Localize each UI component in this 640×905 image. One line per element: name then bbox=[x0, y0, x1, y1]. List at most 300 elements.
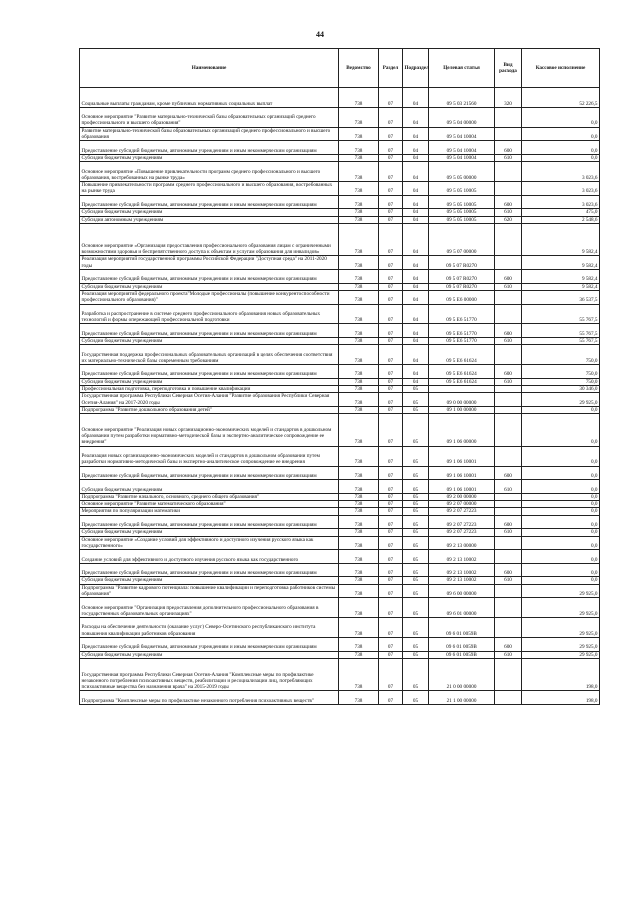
table-row bbox=[80, 154, 600, 161]
cell-target-article: 09 5 E6 00000 bbox=[429, 290, 495, 304]
cell-target-article: 09 5 E6 51770 bbox=[429, 338, 495, 345]
table-row bbox=[80, 577, 600, 584]
cell-section: 07 bbox=[379, 195, 403, 209]
budget-table bbox=[79, 48, 600, 705]
cell-target-article: 09 5 05 10005 bbox=[429, 195, 495, 209]
cell-expense-kind bbox=[495, 290, 522, 304]
cell-section: 07 bbox=[379, 365, 403, 379]
cell-section: 07 bbox=[379, 446, 403, 466]
cell-target-article: 09 0 00 00000 bbox=[429, 393, 495, 407]
cell-name: Социальные выплаты гражданам, кроме публичных нормативных социальных выплат bbox=[80, 88, 339, 108]
cell-name: Подпрограмма "Развитие начального, основного, среднего общего образования" bbox=[80, 493, 339, 500]
cell-department: 738 bbox=[339, 195, 379, 209]
cell-name: Основное мероприятие «Организация предоставления профессионального образования лицам с ограниченными возможностями здоровья и беспрепятственного доступа к объектам и услугам образования для инвалидов» bbox=[80, 223, 339, 256]
cell-target-article: 09 2 07 27223 bbox=[429, 508, 495, 515]
cell-section: 07 bbox=[379, 515, 403, 529]
cell-amount: 0,0 bbox=[522, 550, 600, 564]
cell-target-article: 09 1 06 10001 bbox=[429, 466, 495, 480]
cell-expense-kind: 600 bbox=[495, 365, 522, 379]
header-target-article: Целевая статья bbox=[429, 49, 495, 88]
cell-department: 738 bbox=[339, 386, 379, 393]
cell-department: 738 bbox=[339, 550, 379, 564]
cell-subsection: 04 bbox=[403, 141, 429, 155]
cell-department: 738 bbox=[339, 618, 379, 638]
cell-expense-kind bbox=[495, 536, 522, 550]
cell-department: 738 bbox=[339, 270, 379, 284]
cell-expense-kind bbox=[495, 256, 522, 270]
cell-target-article: 09 5 05 10005 bbox=[429, 209, 495, 216]
cell-department: 738 bbox=[339, 182, 379, 196]
table-row bbox=[80, 691, 600, 705]
cell-section: 07 bbox=[379, 338, 403, 345]
header-subsection: Подраздел bbox=[403, 49, 429, 88]
cell-name: Субсидии автономным учреждениям bbox=[80, 216, 339, 223]
cell-expense-kind: 600 bbox=[495, 563, 522, 577]
cell-subsection: 05 bbox=[403, 480, 429, 494]
cell-section: 07 bbox=[379, 651, 403, 658]
cell-department: 738 bbox=[339, 493, 379, 500]
cell-name: Предоставление субсидий бюджетным, автономным учреждениям и иным некоммерческим организациям bbox=[80, 365, 339, 379]
cell-department: 738 bbox=[339, 651, 379, 658]
cell-amount: 0,0 bbox=[522, 493, 600, 500]
cell-section: 07 bbox=[379, 88, 403, 108]
cell-section: 07 bbox=[379, 480, 403, 494]
cell-amount: 0,0 bbox=[522, 536, 600, 550]
cell-expense-kind: 610 bbox=[495, 154, 522, 161]
cell-expense-kind: 610 bbox=[495, 529, 522, 536]
cell-name: Государственная программа Республики Северная Осетия-Алания "Комплексные меры по профилактике незаконного потребления психоактивных веществ, реабилитации и ресоциализации лиц, потребляющих психоактивные вещества без назначения врача" на 2015-2019 годы bbox=[80, 658, 339, 691]
header-row bbox=[80, 49, 600, 88]
cell-subsection: 05 bbox=[403, 446, 429, 466]
cell-section: 07 bbox=[379, 182, 403, 196]
cell-section: 07 bbox=[379, 270, 403, 284]
cell-target-article: 09 5 07 R0270 bbox=[429, 270, 495, 284]
cell-expense-kind: 600 bbox=[495, 515, 522, 529]
cell-amount: 0,0 bbox=[522, 466, 600, 480]
cell-name: Субсидии бюджетным учреждениям bbox=[80, 480, 339, 494]
cell-target-article: 09 6 01 0059B bbox=[429, 638, 495, 652]
cell-section: 07 bbox=[379, 501, 403, 508]
cell-section: 07 bbox=[379, 493, 403, 500]
cell-amount: 0,0 bbox=[522, 508, 600, 515]
cell-section: 07 bbox=[379, 536, 403, 550]
cell-subsection: 05 bbox=[403, 691, 429, 705]
cell-subsection: 05 bbox=[403, 501, 429, 508]
cell-target-article: 09 5 05 00000 bbox=[429, 162, 495, 182]
cell-section: 07 bbox=[379, 386, 403, 393]
cell-department: 738 bbox=[339, 338, 379, 345]
table-row bbox=[80, 529, 600, 536]
cell-amount: 29 925,0 bbox=[522, 618, 600, 638]
table-row bbox=[80, 195, 600, 209]
cell-target-article: 09 5 E6 51770 bbox=[429, 324, 495, 338]
table-row bbox=[80, 466, 600, 480]
cell-department: 738 bbox=[339, 658, 379, 691]
cell-section: 07 bbox=[379, 283, 403, 290]
table-row bbox=[80, 651, 600, 658]
cell-subsection: 04 bbox=[403, 270, 429, 284]
table-row bbox=[80, 88, 600, 108]
cell-subsection: 04 bbox=[403, 345, 429, 365]
table-row bbox=[80, 658, 600, 691]
cell-subsection: 05 bbox=[403, 577, 429, 584]
cell-amount: 2 548,6 bbox=[522, 216, 600, 223]
cell-target-article: 09 5 E6 61624 bbox=[429, 378, 495, 385]
table-row bbox=[80, 256, 600, 270]
cell-amount: 9 582,4 bbox=[522, 223, 600, 256]
cell-amount: 0,0 bbox=[522, 501, 600, 508]
cell-target-article: 09 5 04 10004 bbox=[429, 141, 495, 155]
cell-department: 738 bbox=[339, 536, 379, 550]
cell-expense-kind bbox=[495, 107, 522, 127]
cell-department: 738 bbox=[339, 480, 379, 494]
cell-department: 738 bbox=[339, 223, 379, 256]
table-row bbox=[80, 270, 600, 284]
cell-expense-kind bbox=[495, 446, 522, 466]
cell-section: 07 bbox=[379, 107, 403, 127]
cell-name: Субсидии бюджетным учреждениям bbox=[80, 378, 339, 385]
cell-department: 738 bbox=[339, 529, 379, 536]
cell-target-article: 09 1 06 10001 bbox=[429, 480, 495, 494]
cell-amount: 0,0 bbox=[522, 515, 600, 529]
table-row bbox=[80, 563, 600, 577]
table-row bbox=[80, 386, 600, 393]
cell-expense-kind: 320 bbox=[495, 88, 522, 108]
cell-amount: 750,0 bbox=[522, 345, 600, 365]
cell-name: Субсидии бюджетным учреждениям bbox=[80, 577, 339, 584]
cell-expense-kind bbox=[495, 414, 522, 447]
cell-amount: 0,0 bbox=[522, 563, 600, 577]
cell-target-article: 09 5 04 10004 bbox=[429, 127, 495, 141]
cell-expense-kind: 610 bbox=[495, 209, 522, 216]
table-row bbox=[80, 406, 600, 413]
cell-section: 07 bbox=[379, 141, 403, 155]
cell-amount: 36 537,5 bbox=[522, 290, 600, 304]
cell-target-article: 09 1 06 10001 bbox=[429, 446, 495, 466]
cell-expense-kind bbox=[495, 493, 522, 500]
cell-section: 07 bbox=[379, 154, 403, 161]
table-row bbox=[80, 107, 600, 127]
cell-name: Основное мероприятие "Развитие математического образования" bbox=[80, 501, 339, 508]
cell-department: 738 bbox=[339, 406, 379, 413]
cell-subsection: 05 bbox=[403, 550, 429, 564]
cell-target-article: 09 5 07 R0270 bbox=[429, 283, 495, 290]
cell-subsection: 05 bbox=[403, 584, 429, 598]
cell-name: Реализация мероприятий государственной программы Российской Федерации "Доступная среда" на 2011-2020 годы bbox=[80, 256, 339, 270]
cell-expense-kind bbox=[495, 658, 522, 691]
cell-target-article: 09 5 07 R0270 bbox=[429, 256, 495, 270]
cell-department: 738 bbox=[339, 638, 379, 652]
cell-name: Подпрограмма "Комплексные меры по профилактике незаконного потребления психоактивных веществ" bbox=[80, 691, 339, 705]
cell-amount: 0,0 bbox=[522, 406, 600, 413]
cell-subsection: 05 bbox=[403, 414, 429, 447]
table-row bbox=[80, 378, 600, 385]
cell-subsection: 05 bbox=[403, 515, 429, 529]
cell-expense-kind: 610 bbox=[495, 338, 522, 345]
cell-section: 07 bbox=[379, 577, 403, 584]
cell-amount: 29 925,0 bbox=[522, 393, 600, 407]
cell-target-article: 09 5 03 21560 bbox=[429, 88, 495, 108]
cell-amount: 55 767,5 bbox=[522, 304, 600, 324]
cell-subsection: 04 bbox=[403, 88, 429, 108]
cell-name: Предоставление субсидий бюджетным, автономным учреждениям и иным некоммерческим организациям bbox=[80, 466, 339, 480]
cell-subsection: 04 bbox=[403, 256, 429, 270]
cell-subsection: 04 bbox=[403, 107, 429, 127]
cell-amount: 0,0 bbox=[522, 414, 600, 447]
table-row bbox=[80, 216, 600, 223]
cell-amount: 9 582,4 bbox=[522, 270, 600, 284]
cell-subsection: 04 bbox=[403, 182, 429, 196]
cell-name: Реализация новых организационно-экономических моделей и стандартов в дошкольном образовании путем разработки нормативно-методической базы и экспертно-аналитическое сопровождение ее внедрения bbox=[80, 446, 339, 466]
cell-section: 07 bbox=[379, 290, 403, 304]
cell-department: 738 bbox=[339, 577, 379, 584]
table-row bbox=[80, 536, 600, 550]
cell-amount: 9 582,4 bbox=[522, 283, 600, 290]
cell-name: Предоставление субсидий бюджетным, автономным учреждениям и иным некоммерческим организациям bbox=[80, 563, 339, 577]
cell-name: Повышение привлекательности программ среднего профессионального и высшего образования, востребованных на рынке труда bbox=[80, 182, 339, 196]
cell-amount: 55 767,5 bbox=[522, 338, 600, 345]
cell-name: Субсидии бюджетным учреждениям bbox=[80, 529, 339, 536]
cell-name: Предоставление субсидий бюджетным, автономным учреждениям и иным некоммерческим организациям bbox=[80, 270, 339, 284]
cell-expense-kind bbox=[495, 223, 522, 256]
cell-amount: 30 346,0 bbox=[522, 386, 600, 393]
cell-expense-kind bbox=[495, 162, 522, 182]
cell-subsection: 04 bbox=[403, 324, 429, 338]
table-row bbox=[80, 182, 600, 196]
cell-amount: 52 226,5 bbox=[522, 88, 600, 108]
cell-expense-kind: 600 bbox=[495, 466, 522, 480]
cell-expense-kind bbox=[495, 508, 522, 515]
cell-target-article: 21 0 00 00000 bbox=[429, 658, 495, 691]
header-section: Раздел bbox=[379, 49, 403, 88]
table-row bbox=[80, 584, 600, 598]
cell-target-article: 09 2 07 00000 bbox=[429, 501, 495, 508]
cell-department: 738 bbox=[339, 414, 379, 447]
cell-department: 738 bbox=[339, 508, 379, 515]
cell-subsection: 05 bbox=[403, 598, 429, 618]
cell-section: 07 bbox=[379, 466, 403, 480]
cell-subsection: 05 bbox=[403, 618, 429, 638]
cell-department: 738 bbox=[339, 162, 379, 182]
table-row bbox=[80, 162, 600, 182]
cell-name: Государственная программа Республики Северная Осетия-Алания "Развитие образования Республики Северная Осетия-Алания" на 2017-2020 годы bbox=[80, 393, 339, 407]
cell-expense-kind bbox=[495, 618, 522, 638]
cell-department: 738 bbox=[339, 393, 379, 407]
cell-name: Предоставление субсидий бюджетным, автономным учреждениям и иным некоммерческим организациям bbox=[80, 141, 339, 155]
cell-target-article: 09 5 05 10005 bbox=[429, 216, 495, 223]
cell-amount: 9 582,4 bbox=[522, 256, 600, 270]
cell-expense-kind: 610 bbox=[495, 651, 522, 658]
cell-subsection: 05 bbox=[403, 658, 429, 691]
cell-name: Подпрограмма "Развитие кадрового потенциала: повышение квалификации и переподготовка работников системы образования" bbox=[80, 584, 339, 598]
cell-target-article: 09 6 00 00000 bbox=[429, 584, 495, 598]
cell-target-article: 09 5 04 10004 bbox=[429, 154, 495, 161]
cell-expense-kind bbox=[495, 691, 522, 705]
cell-target-article: 09 2 13 10002 bbox=[429, 563, 495, 577]
cell-section: 07 bbox=[379, 324, 403, 338]
cell-department: 738 bbox=[339, 127, 379, 141]
cell-target-article: 09 6 01 00000 bbox=[429, 598, 495, 618]
table-row bbox=[80, 223, 600, 256]
cell-target-article: 09 6 01 0059B bbox=[429, 651, 495, 658]
cell-name: Мероприятия по популяризации математики bbox=[80, 508, 339, 515]
cell-name: Предоставление субсидий бюджетным, автономным учреждениям и иным некоммерческим организациям bbox=[80, 638, 339, 652]
cell-subsection: 04 bbox=[403, 338, 429, 345]
cell-subsection: 05 bbox=[403, 393, 429, 407]
cell-amount: 475,0 bbox=[522, 209, 600, 216]
cell-amount: 29 925,0 bbox=[522, 638, 600, 652]
cell-subsection: 05 bbox=[403, 508, 429, 515]
cell-expense-kind: 600 bbox=[495, 638, 522, 652]
cell-expense-kind bbox=[495, 406, 522, 413]
cell-section: 07 bbox=[379, 345, 403, 365]
cell-amount: 0,0 bbox=[522, 154, 600, 161]
table-row bbox=[80, 209, 600, 216]
table-row bbox=[80, 290, 600, 304]
cell-section: 07 bbox=[379, 563, 403, 577]
cell-name: Реализация мероприятий федерального проекта"Молодые профессионалы (повышение конкурентоспособности профессионального образования)" bbox=[80, 290, 339, 304]
cell-section: 07 bbox=[379, 256, 403, 270]
cell-department: 738 bbox=[339, 107, 379, 127]
cell-expense-kind: 600 bbox=[495, 141, 522, 155]
cell-department: 738 bbox=[339, 365, 379, 379]
table-header bbox=[80, 49, 600, 88]
cell-subsection: 04 bbox=[403, 223, 429, 256]
table-row bbox=[80, 508, 600, 515]
cell-department: 738 bbox=[339, 216, 379, 223]
cell-expense-kind bbox=[495, 393, 522, 407]
table-row bbox=[80, 493, 600, 500]
cell-department: 738 bbox=[339, 141, 379, 155]
cell-section: 07 bbox=[379, 378, 403, 385]
cell-department: 738 bbox=[339, 584, 379, 598]
cell-department: 738 bbox=[339, 290, 379, 304]
cell-amount: 3 023,6 bbox=[522, 162, 600, 182]
table-row bbox=[80, 515, 600, 529]
cell-target-article bbox=[429, 386, 495, 393]
cell-section: 07 bbox=[379, 584, 403, 598]
cell-department: 738 bbox=[339, 283, 379, 290]
cell-section: 07 bbox=[379, 127, 403, 141]
cell-subsection: 04 bbox=[403, 162, 429, 182]
header-expense-kind: Вид расхода bbox=[495, 49, 522, 88]
page-number: 44 bbox=[316, 30, 324, 39]
cell-name: Профессиональная подготовка, переподготовка и повышение квалификации bbox=[80, 386, 339, 393]
cell-department: 738 bbox=[339, 256, 379, 270]
cell-subsection: 04 bbox=[403, 209, 429, 216]
cell-section: 07 bbox=[379, 658, 403, 691]
table-row bbox=[80, 345, 600, 365]
cell-amount: 750,0 bbox=[522, 365, 600, 379]
cell-amount: 0,0 bbox=[522, 529, 600, 536]
cell-department: 738 bbox=[339, 304, 379, 324]
cell-name: Государственная поддержка профессиональных образовательных организаций в целях обеспечения соответствия их материально-технической базы современным требованиям bbox=[80, 345, 339, 365]
cell-section: 07 bbox=[379, 691, 403, 705]
cell-target-article: 09 2 00 00000 bbox=[429, 493, 495, 500]
cell-department: 738 bbox=[339, 209, 379, 216]
cell-section: 07 bbox=[379, 223, 403, 256]
cell-subsection: 04 bbox=[403, 127, 429, 141]
cell-target-article: 09 6 01 0059B bbox=[429, 618, 495, 638]
cell-amount: 198,0 bbox=[522, 691, 600, 705]
cell-amount: 750,0 bbox=[522, 378, 600, 385]
cell-expense-kind: 610 bbox=[495, 577, 522, 584]
cell-target-article: 09 5 E6 51770 bbox=[429, 304, 495, 324]
cell-department: 738 bbox=[339, 501, 379, 508]
table-row bbox=[80, 365, 600, 379]
cell-target-article: 09 2 13 10002 bbox=[429, 577, 495, 584]
table-row bbox=[80, 638, 600, 652]
cell-subsection: 04 bbox=[403, 283, 429, 290]
cell-subsection: 05 bbox=[403, 466, 429, 480]
cell-name: Создание условий для эффективного и доступного изучения русского языка как государственного bbox=[80, 550, 339, 564]
table-row bbox=[80, 501, 600, 508]
cell-expense-kind bbox=[495, 182, 522, 196]
cell-subsection: 04 bbox=[403, 216, 429, 223]
cell-expense-kind bbox=[495, 550, 522, 564]
cell-department: 738 bbox=[339, 378, 379, 385]
cell-name: Расходы на обеспечение деятельности (оказание услуг) Северо-Осетинского республиканского института повышения квалификации работников образования bbox=[80, 618, 339, 638]
cell-department: 738 bbox=[339, 515, 379, 529]
cell-name: Основное мероприятие «Создание условий для эффективного и доступного изучения русского языка как государственного» bbox=[80, 536, 339, 550]
cell-target-article: 09 5 05 10005 bbox=[429, 182, 495, 196]
table-row bbox=[80, 393, 600, 407]
table-row bbox=[80, 304, 600, 324]
header-cash-execution: Кассовое исполнение bbox=[522, 49, 600, 88]
cell-department: 738 bbox=[339, 563, 379, 577]
cell-subsection: 04 bbox=[403, 154, 429, 161]
cell-section: 07 bbox=[379, 393, 403, 407]
cell-target-article: 09 5 04 00000 bbox=[429, 107, 495, 127]
cell-subsection: 05 bbox=[403, 638, 429, 652]
cell-section: 07 bbox=[379, 304, 403, 324]
table-row bbox=[80, 283, 600, 290]
cell-name: Основное мероприятие «Повышение привлекательности программ среднего профессионального и высшего образования, востребованных на рынке труда» bbox=[80, 162, 339, 182]
cell-amount: 0,0 bbox=[522, 127, 600, 141]
cell-subsection: 05 bbox=[403, 563, 429, 577]
cell-subsection: 05 bbox=[403, 529, 429, 536]
cell-target-article: 09 2 07 27223 bbox=[429, 515, 495, 529]
cell-subsection: 04 bbox=[403, 378, 429, 385]
table-row bbox=[80, 598, 600, 618]
cell-name: Основное мероприятие "Реализация новых организационно-экономических моделей и стандартов в дошкольном образовании путем разработки нормативно-методической базы и экспертно-аналитическое сопровождение ее внедрения" bbox=[80, 414, 339, 447]
cell-amount: 0,0 bbox=[522, 141, 600, 155]
table-row bbox=[80, 480, 600, 494]
cell-subsection: 04 bbox=[403, 304, 429, 324]
cell-subsection: 05 bbox=[403, 536, 429, 550]
cell-amount: 198,0 bbox=[522, 658, 600, 691]
cell-target-article: 21 1 00 00000 bbox=[429, 691, 495, 705]
cell-target-article: 09 2 07 27223 bbox=[429, 529, 495, 536]
cell-name: Предоставление субсидий бюджетным, автономным учреждениям и иным некоммерческим организациям bbox=[80, 515, 339, 529]
cell-name: Основное мероприятие "Организация предоставления дополнительного профессионального образования в государственных образовательных организациях" bbox=[80, 598, 339, 618]
cell-department: 738 bbox=[339, 466, 379, 480]
cell-expense-kind bbox=[495, 501, 522, 508]
cell-expense-kind: 620 bbox=[495, 216, 522, 223]
cell-amount: 0,0 bbox=[522, 446, 600, 466]
cell-subsection: 04 bbox=[403, 290, 429, 304]
cell-amount: 29 925,0 bbox=[522, 598, 600, 618]
cell-name: Предоставление субсидий бюджетным, автономным учреждениям и иным некоммерческим организациям bbox=[80, 324, 339, 338]
table-row bbox=[80, 618, 600, 638]
cell-expense-kind: 610 bbox=[495, 378, 522, 385]
cell-department: 738 bbox=[339, 345, 379, 365]
cell-section: 07 bbox=[379, 550, 403, 564]
cell-amount: 0,0 bbox=[522, 480, 600, 494]
cell-department: 738 bbox=[339, 598, 379, 618]
cell-expense-kind bbox=[495, 584, 522, 598]
cell-expense-kind bbox=[495, 386, 522, 393]
